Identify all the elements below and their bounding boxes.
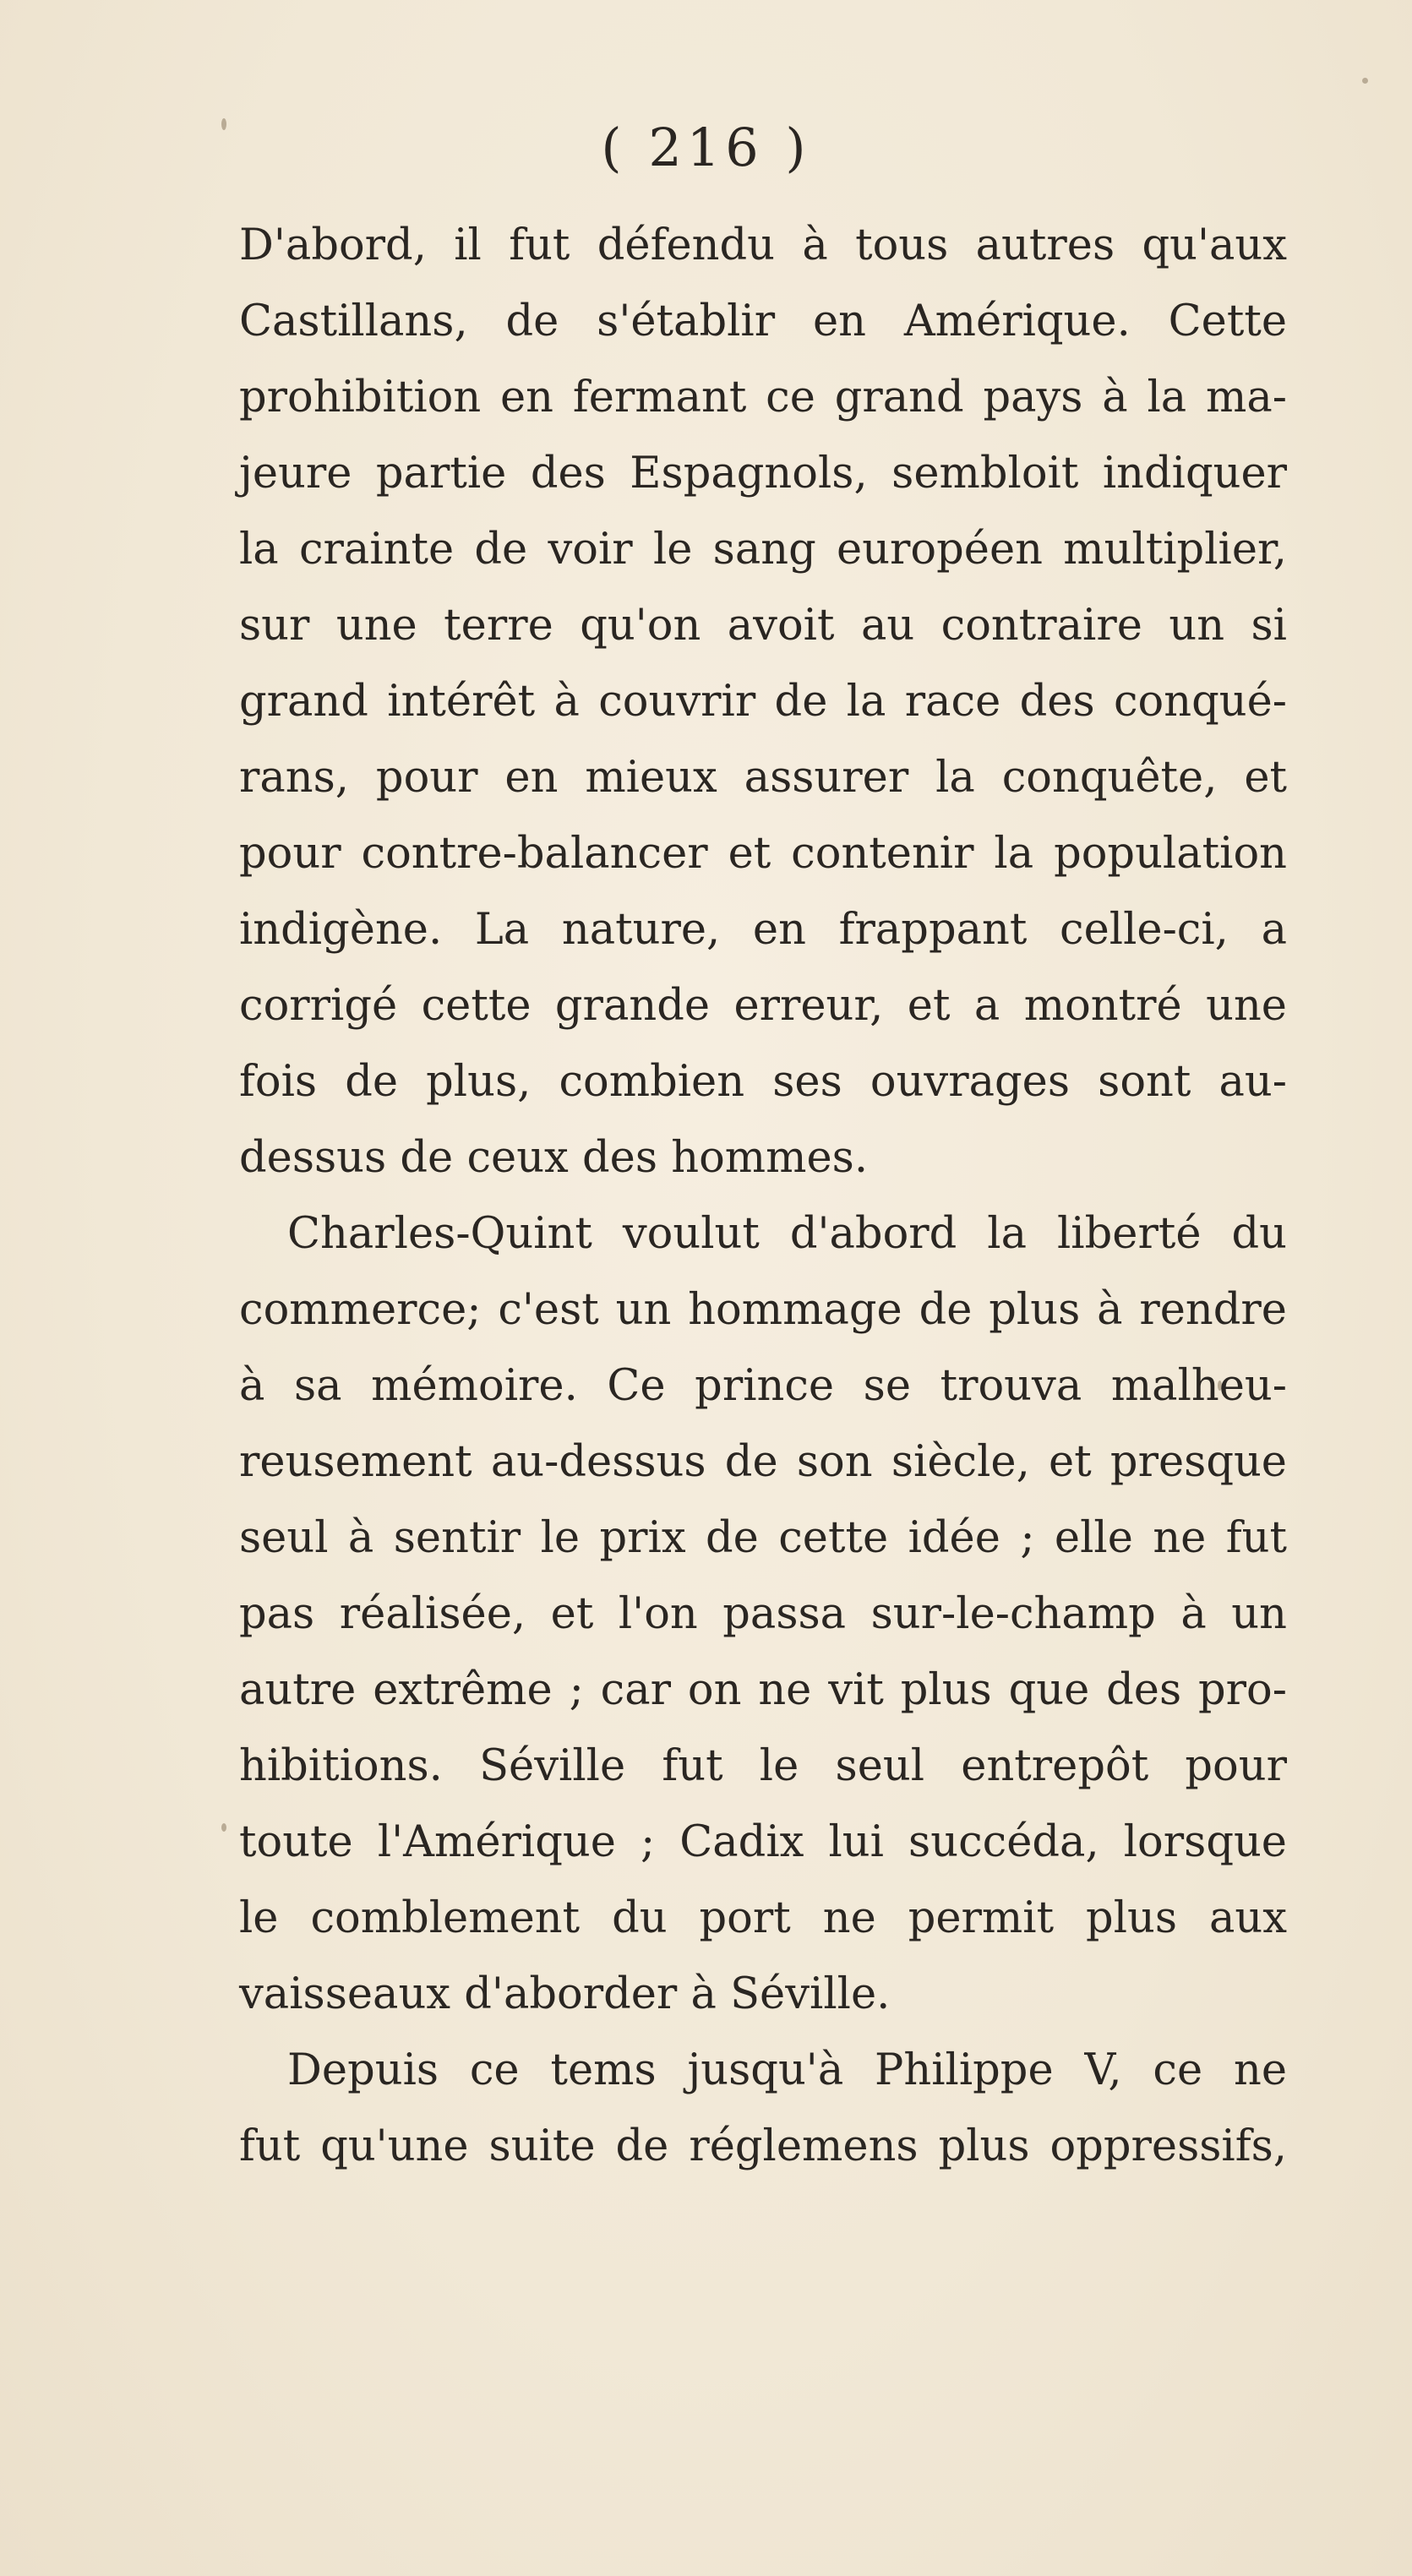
text-line: reusement au-dessus de son siècle, et presque — [239, 1437, 1287, 1487]
text-line: pour contre-balancer et contenir la population — [239, 829, 1287, 879]
text-line: Castillans, de s'établir en Amérique. Cette — [239, 297, 1287, 346]
text-line: hibitions. Séville fut le seul entrepôt pour — [239, 1741, 1287, 1791]
text-line: fut qu'une suite de réglemens plus oppressifs, — [239, 2121, 1287, 2171]
text-line: seul à sentir le prix de cette idée ; elle ne fut — [239, 1513, 1287, 1563]
body-text — [239, 208, 1287, 2185]
text-line: Charles-Quint voulut d'abord la liberté du — [287, 1209, 1287, 1259]
text-line: grand intérêt à couvrir de la race des conqué- — [239, 677, 1287, 727]
text-line: corrigé cette grande erreur, et a montré une — [239, 981, 1287, 1031]
text-line: Depuis ce tems jusqu'à Philippe V, ce ne — [287, 2045, 1287, 2095]
text-line: dessus de ceux des hommes. — [239, 1133, 869, 1183]
paper-speck — [221, 1823, 226, 1832]
page-number: ( 216 ) — [601, 117, 811, 178]
text-line: prohibition en fermant ce grand pays à la ma- — [239, 373, 1287, 422]
text-line: à sa mémoire. Ce prince se trouva malheu- — [239, 1361, 1287, 1411]
text-line: rans, pour en mieux assurer la conquête, et — [239, 753, 1287, 803]
text-line: la crainte de voir le sang européen multiplier, — [239, 525, 1287, 575]
text-line: autre extrême ; car on ne vit plus que des pro- — [239, 1665, 1287, 1715]
text-line: pas réalisée, et l'on passa sur-le-champ à un — [239, 1589, 1287, 1639]
text-line: D'abord, il fut défendu à tous autres qu'aux — [239, 221, 1287, 270]
paragraph-1 — [239, 208, 1287, 1196]
text-line: jeure partie des Espagnols, sembloit indiquer — [239, 449, 1287, 498]
paper-speck — [1362, 78, 1368, 84]
text-line: sur une terre qu'on avoit au contraire un si — [239, 601, 1287, 651]
text-line: indigène. La nature, en frappant celle-ci, a — [239, 905, 1287, 955]
text-line: le comblement du port ne permit plus aux — [239, 1893, 1287, 1943]
text-line: toute l'Amérique ; Cadix lui succéda, lorsque — [239, 1817, 1287, 1867]
text-line: fois de plus, combien ses ouvrages sont au- — [239, 1057, 1287, 1107]
paragraph-3 — [239, 2033, 1287, 2185]
text-line: vaisseaux d'aborder à Séville. — [239, 1969, 891, 2019]
text-line: commerce; c'est un hommage de plus à rendre — [239, 1285, 1287, 1335]
paragraph-2 — [239, 1196, 1287, 2033]
